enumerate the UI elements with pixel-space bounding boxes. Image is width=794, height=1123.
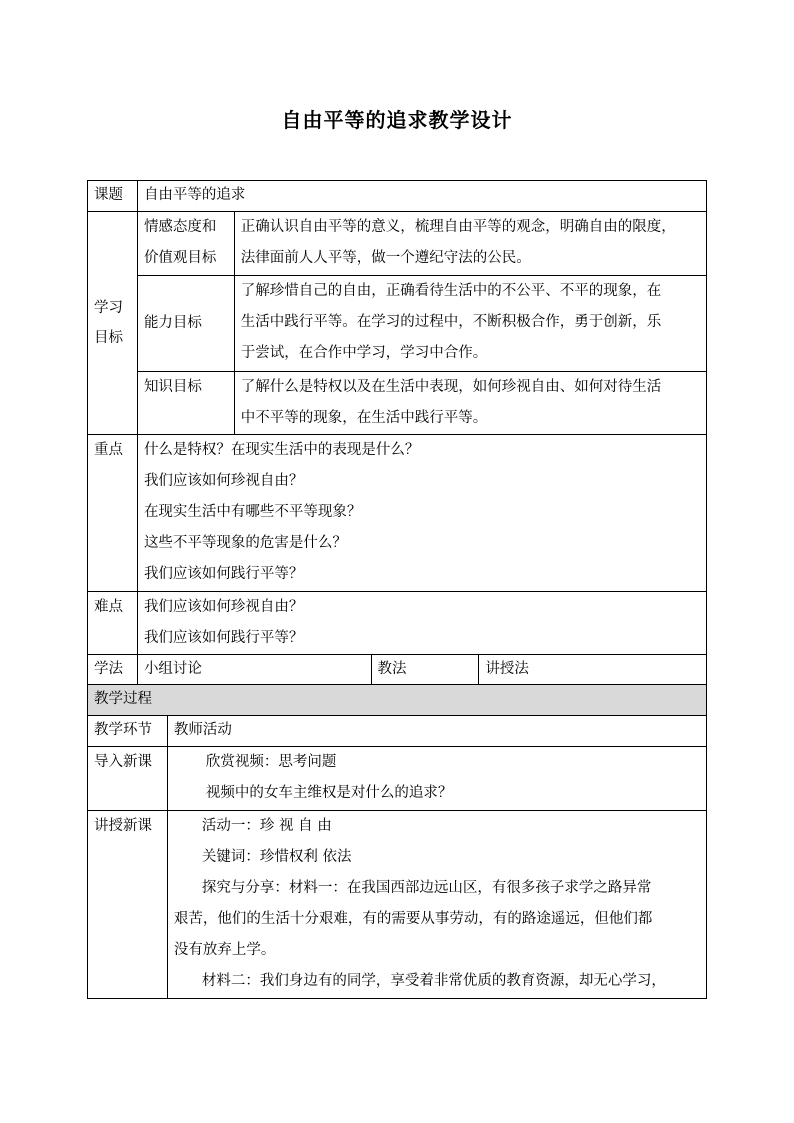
goal-text-knowledge: 了解什么是特权以及在生活中表现，如何珍视自由、如何对待生活 中不平等的现象，在生活中践行平等。	[234, 372, 706, 435]
goal-name-ability: 能力目标	[137, 276, 234, 372]
learn-method-value: 小组讨论	[137, 655, 371, 686]
lecture-content: 活动一：珍 视 自 由 关键词：珍惜权利 依法 探究与分享：材料一：在我国西部边远山区，有很多孩子求学之路异常 艰苦，他们的生活十分艰难，有的需要从事劳动，有的路途遥远，但他们都 没有放弃上学。 材料二：我们身边有的同学，享受着非常优质的教育资源，却无心学习，	[167, 811, 706, 999]
intro-label: 导入新课	[88, 747, 168, 811]
process-header: 教学过程	[88, 685, 707, 716]
lesson-info-table	[87, 180, 707, 686]
goal-text-attitude: 正确认识自由平等的意义，梳理自由平等的观念，明确自由的限度， 法律面前人人平等，做一个遵纪守法的公民。	[234, 212, 706, 276]
intro-content: 欣赏视频：思考问题 视频中的女车主维权是对什么的追求？	[167, 747, 706, 811]
goal-name-knowledge: 知识目标	[137, 372, 234, 435]
goals-label: 学习 目标	[88, 212, 138, 435]
teaching-process-table	[87, 684, 707, 999]
teach-method-label: 教法	[371, 655, 479, 686]
activity-column-header: 教师活动	[167, 716, 706, 747]
lecture-label: 讲授新课	[88, 811, 168, 999]
course-label: 课题	[88, 181, 138, 212]
goal-name-attitude: 情感态度和 价值观目标	[137, 212, 234, 276]
key-points-label: 重点	[88, 435, 138, 592]
difficulties-label: 难点	[88, 592, 138, 655]
course-value: 自由平等的追求	[137, 181, 706, 212]
page-title: 自由平等的追求教学设计	[281, 108, 513, 132]
learn-method-label: 学法	[88, 655, 138, 686]
stage-column-header: 教学环节	[88, 716, 168, 747]
difficulties-content: 我们应该如何珍视自由？ 我们应该如何践行平等？	[137, 592, 706, 655]
teach-method-value: 讲授法	[479, 655, 707, 686]
goal-text-ability: 了解珍惜自己的自由，正确看待生活中的不公平、不平的现象，在 生活中践行平等。在学习的过程中，不断积极合作，勇于创新，乐 于尝试，在合作中学习，学习中合作。	[234, 276, 706, 372]
key-points-content: 什么是特权？在现实生活中的表现是什么？ 我们应该如何珍视自由？ 在现实生活中有哪些不平等现象？ 这些不平等现象的危害是什么？ 我们应该如何践行平等？	[137, 435, 706, 592]
